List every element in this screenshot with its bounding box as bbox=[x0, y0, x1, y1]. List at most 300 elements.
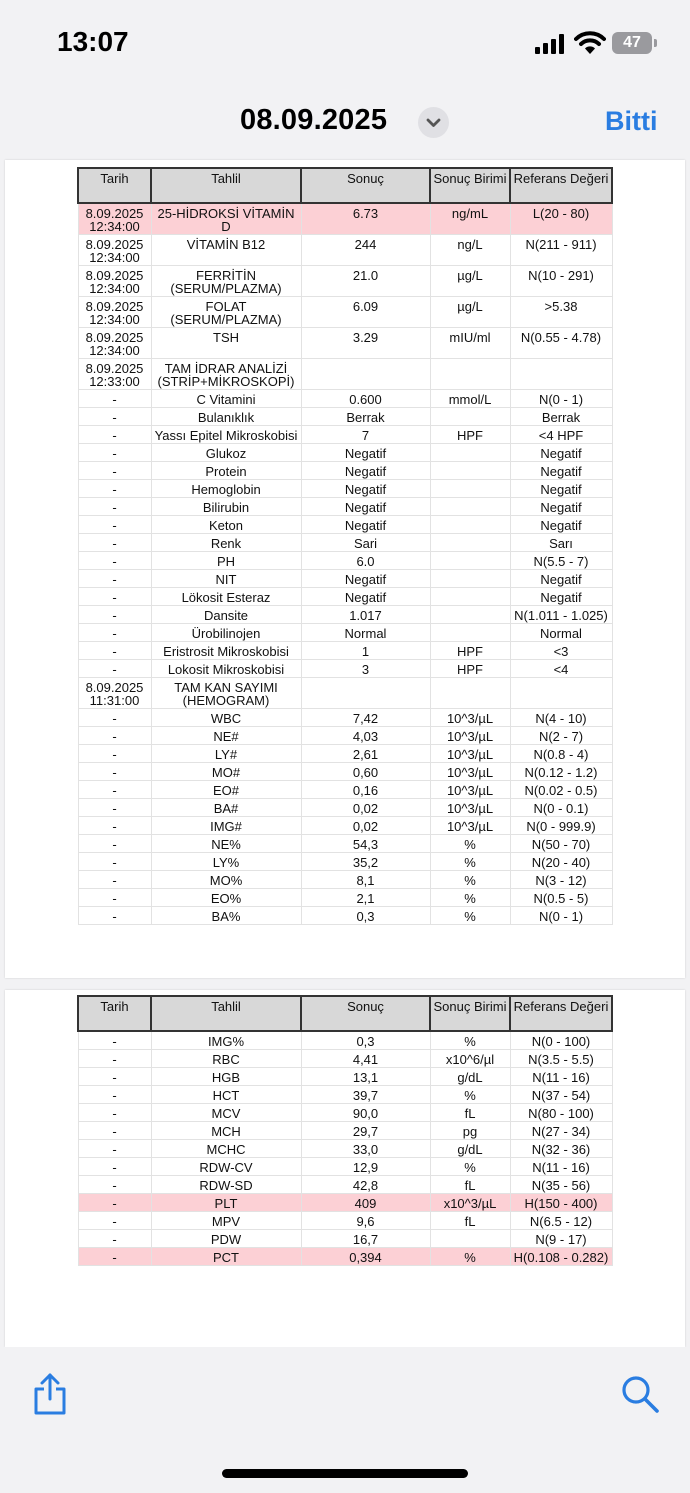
cell-date: - bbox=[78, 835, 151, 853]
cell-result: 35,2 bbox=[301, 853, 430, 871]
cell-result: Sari bbox=[301, 534, 430, 552]
cell-result bbox=[301, 359, 430, 390]
table-row bbox=[78, 835, 612, 853]
cell-date: - bbox=[78, 1248, 151, 1266]
cell-result: 16,7 bbox=[301, 1230, 430, 1248]
cell-date: - bbox=[78, 390, 151, 408]
cell-result: 3 bbox=[301, 660, 430, 678]
table-row bbox=[78, 1104, 612, 1122]
cell-date: - bbox=[78, 871, 151, 889]
cell-test: RDW-SD bbox=[151, 1176, 301, 1194]
table-row bbox=[78, 1050, 612, 1068]
cell-reference: N(11 - 16) bbox=[510, 1068, 612, 1086]
cell-unit: fL bbox=[430, 1104, 510, 1122]
cell-result bbox=[301, 678, 430, 709]
cell-result: Berrak bbox=[301, 408, 430, 426]
cell-result: 1 bbox=[301, 642, 430, 660]
cell-test: RBC bbox=[151, 1050, 301, 1068]
cell-test: Hemoglobin bbox=[151, 480, 301, 498]
cell-date: - bbox=[78, 745, 151, 763]
table-row bbox=[78, 1230, 612, 1248]
table-row bbox=[78, 745, 612, 763]
cell-unit: ng/mL bbox=[430, 203, 510, 235]
cell-unit bbox=[430, 359, 510, 390]
cell-reference: <3 bbox=[510, 642, 612, 660]
cell-date: - bbox=[78, 1176, 151, 1194]
cell-date: - bbox=[78, 763, 151, 781]
cell-reference: N(32 - 36) bbox=[510, 1140, 612, 1158]
table-row bbox=[78, 588, 612, 606]
cell-result: 2,1 bbox=[301, 889, 430, 907]
cell-result: 0,394 bbox=[301, 1248, 430, 1266]
cell-result: 42,8 bbox=[301, 1176, 430, 1194]
cell-test: FERRİTİN (SERUM/PLAZMA) bbox=[151, 266, 301, 297]
cell-reference: N(0.5 - 5) bbox=[510, 889, 612, 907]
table-row bbox=[78, 1068, 612, 1086]
cell-date: - bbox=[78, 642, 151, 660]
table-row bbox=[78, 426, 612, 444]
status-time: 13:07 bbox=[57, 26, 129, 57]
cell-result: 409 bbox=[301, 1194, 430, 1212]
cell-result: Negatif bbox=[301, 480, 430, 498]
header-unit: Sonuç Birimi bbox=[430, 996, 510, 1031]
cell-test: Yassı Epitel Mikroskobisi bbox=[151, 426, 301, 444]
cell-date: - bbox=[78, 480, 151, 498]
cell-unit: x10^6/µl bbox=[430, 1050, 510, 1068]
cell-unit: pg bbox=[430, 1122, 510, 1140]
cell-date: - bbox=[78, 1104, 151, 1122]
document-page-1[interactable] bbox=[5, 160, 685, 978]
cell-date: - bbox=[78, 552, 151, 570]
cell-test: Keton bbox=[151, 516, 301, 534]
cell-test: RDW-CV bbox=[151, 1158, 301, 1176]
cell-reference: N(0.55 - 4.78) bbox=[510, 328, 612, 359]
cell-reference: N(0.12 - 1.2) bbox=[510, 763, 612, 781]
cell-reference: N(0 - 1) bbox=[510, 907, 612, 925]
cell-result: 0,02 bbox=[301, 817, 430, 835]
done-button[interactable]: Bitti bbox=[605, 106, 658, 136]
cell-unit: % bbox=[430, 853, 510, 871]
header-test: Tahlil bbox=[151, 996, 301, 1031]
cell-test: Lökosit Esteraz bbox=[151, 588, 301, 606]
table-row bbox=[78, 1248, 612, 1266]
table-row bbox=[78, 1086, 612, 1104]
cell-result: 7 bbox=[301, 426, 430, 444]
cell-reference: Negatif bbox=[510, 570, 612, 588]
table-row bbox=[78, 606, 612, 624]
cell-date: - bbox=[78, 1031, 151, 1050]
cell-date: - bbox=[78, 606, 151, 624]
cell-unit: % bbox=[430, 1248, 510, 1266]
cell-date: - bbox=[78, 853, 151, 871]
cell-date: - bbox=[78, 907, 151, 925]
table-row bbox=[78, 1176, 612, 1194]
cell-test: C Vitamini bbox=[151, 390, 301, 408]
cell-test: Ürobilinojen bbox=[151, 624, 301, 642]
cell-result: Negatif bbox=[301, 498, 430, 516]
cell-result: 29,7 bbox=[301, 1122, 430, 1140]
cell-result: 3.29 bbox=[301, 328, 430, 359]
cell-result: Negatif bbox=[301, 444, 430, 462]
cell-test: Glukoz bbox=[151, 444, 301, 462]
cell-date: - bbox=[78, 534, 151, 552]
table-row bbox=[78, 1212, 612, 1230]
cell-reference: N(0 - 1) bbox=[510, 390, 612, 408]
cell-unit bbox=[430, 552, 510, 570]
cell-result: 6.73 bbox=[301, 203, 430, 235]
wifi-icon bbox=[574, 31, 606, 55]
cell-unit: 10^3/µL bbox=[430, 745, 510, 763]
cell-reference: H(150 - 400) bbox=[510, 1194, 612, 1212]
cell-date: - bbox=[78, 1086, 151, 1104]
cell-test: VİTAMİN B12 bbox=[151, 235, 301, 266]
cell-unit bbox=[430, 516, 510, 534]
cell-unit bbox=[430, 462, 510, 480]
cell-reference: N(80 - 100) bbox=[510, 1104, 612, 1122]
cell-unit: 10^3/µL bbox=[430, 817, 510, 835]
cell-result: 0,02 bbox=[301, 799, 430, 817]
cell-date: - bbox=[78, 1158, 151, 1176]
table-row bbox=[78, 297, 612, 328]
cell-unit bbox=[430, 534, 510, 552]
cell-reference: N(0 - 100) bbox=[510, 1031, 612, 1050]
cell-test: Bulanıklık bbox=[151, 408, 301, 426]
cell-result: 244 bbox=[301, 235, 430, 266]
cell-date: - bbox=[78, 1050, 151, 1068]
table-row bbox=[78, 390, 612, 408]
cell-unit: mIU/ml bbox=[430, 328, 510, 359]
header-test: Tahlil bbox=[151, 168, 301, 203]
cell-test: BA% bbox=[151, 907, 301, 925]
page-title[interactable]: 08.09.2025 bbox=[240, 104, 388, 136]
cell-reference: N(2 - 7) bbox=[510, 727, 612, 745]
cell-test: LY# bbox=[151, 745, 301, 763]
header-date: Tarih bbox=[78, 168, 151, 203]
cell-reference: <4 HPF bbox=[510, 426, 612, 444]
cell-reference: N(0.02 - 0.5) bbox=[510, 781, 612, 799]
cell-test: MCV bbox=[151, 1104, 301, 1122]
cell-date: - bbox=[78, 1140, 151, 1158]
cell-date: - bbox=[78, 1212, 151, 1230]
table-row bbox=[78, 871, 612, 889]
cell-date: - bbox=[78, 444, 151, 462]
cell-unit: HPF bbox=[430, 642, 510, 660]
table-row bbox=[78, 853, 612, 871]
cell-date: 8.09.2025 12:34:00 bbox=[78, 203, 151, 235]
cell-unit: % bbox=[430, 835, 510, 853]
cell-reference: >5.38 bbox=[510, 297, 612, 328]
table-row bbox=[78, 660, 612, 678]
cell-test: TSH bbox=[151, 328, 301, 359]
cell-result: 2,61 bbox=[301, 745, 430, 763]
cell-date: - bbox=[78, 426, 151, 444]
header-reference: Referans Değeri bbox=[510, 168, 612, 203]
cell-reference bbox=[510, 359, 612, 390]
chevron-down-icon bbox=[418, 107, 449, 138]
cell-unit bbox=[430, 678, 510, 709]
cell-reference: N(5.5 - 7) bbox=[510, 552, 612, 570]
cell-reference: N(0 - 999.9) bbox=[510, 817, 612, 835]
cell-unit: % bbox=[430, 1158, 510, 1176]
cell-unit: 10^3/µL bbox=[430, 709, 510, 727]
cell-test: PDW bbox=[151, 1230, 301, 1248]
cell-unit: 10^3/µL bbox=[430, 781, 510, 799]
cell-result: 6.09 bbox=[301, 297, 430, 328]
title-menu-button[interactable] bbox=[418, 107, 449, 138]
cell-unit: x10^3/µL bbox=[430, 1194, 510, 1212]
cell-date: - bbox=[78, 799, 151, 817]
cell-reference: N(10 - 291) bbox=[510, 266, 612, 297]
table-row bbox=[78, 1031, 612, 1050]
cell-test: Lokosit Mikroskobisi bbox=[151, 660, 301, 678]
cell-unit: ng/L bbox=[430, 235, 510, 266]
cell-result: 0,3 bbox=[301, 907, 430, 925]
cell-test: Renk bbox=[151, 534, 301, 552]
table-row bbox=[78, 1140, 612, 1158]
table-row bbox=[78, 1158, 612, 1176]
cell-reference: N(35 - 56) bbox=[510, 1176, 612, 1194]
cell-reference: Negatif bbox=[510, 516, 612, 534]
table-row bbox=[78, 498, 612, 516]
table-header-row bbox=[78, 168, 612, 203]
table-row bbox=[78, 516, 612, 534]
cell-unit: % bbox=[430, 889, 510, 907]
cell-result: 4,03 bbox=[301, 727, 430, 745]
cell-date: - bbox=[78, 889, 151, 907]
cell-result: 54,3 bbox=[301, 835, 430, 853]
cell-test: Eristrosit Mikroskobisi bbox=[151, 642, 301, 660]
cell-date: - bbox=[78, 781, 151, 799]
share-icon[interactable] bbox=[32, 1372, 68, 1416]
cell-reference: N(9 - 17) bbox=[510, 1230, 612, 1248]
cell-unit bbox=[430, 570, 510, 588]
cell-reference: N(37 - 54) bbox=[510, 1086, 612, 1104]
cell-date: - bbox=[78, 624, 151, 642]
cell-test: MO% bbox=[151, 871, 301, 889]
table-row bbox=[78, 534, 612, 552]
cell-unit bbox=[430, 480, 510, 498]
cell-unit: mmol/L bbox=[430, 390, 510, 408]
cell-result: 9,6 bbox=[301, 1212, 430, 1230]
cell-reference bbox=[510, 678, 612, 709]
cell-result: 39,7 bbox=[301, 1086, 430, 1104]
table-row bbox=[78, 709, 612, 727]
lab-results-table-1 bbox=[77, 167, 613, 925]
cell-result: 6.0 bbox=[301, 552, 430, 570]
cell-test: IMG# bbox=[151, 817, 301, 835]
cell-unit: % bbox=[430, 907, 510, 925]
table-row bbox=[78, 817, 612, 835]
cell-result: 21.0 bbox=[301, 266, 430, 297]
cell-result: Normal bbox=[301, 624, 430, 642]
table-row bbox=[78, 907, 612, 925]
cell-date: - bbox=[78, 709, 151, 727]
cell-reference: <4 bbox=[510, 660, 612, 678]
cell-test: BA# bbox=[151, 799, 301, 817]
status-bar bbox=[0, 0, 690, 90]
cell-result: 8,1 bbox=[301, 871, 430, 889]
cell-result: 33,0 bbox=[301, 1140, 430, 1158]
cell-date: - bbox=[78, 462, 151, 480]
cell-reference: N(20 - 40) bbox=[510, 853, 612, 871]
cell-reference: N(4 - 10) bbox=[510, 709, 612, 727]
cell-test: NIT bbox=[151, 570, 301, 588]
table-row bbox=[78, 678, 612, 709]
cell-reference: Berrak bbox=[510, 408, 612, 426]
cell-date: 8.09.2025 11:31:00 bbox=[78, 678, 151, 709]
cell-date: 8.09.2025 12:34:00 bbox=[78, 328, 151, 359]
cell-test: EO# bbox=[151, 781, 301, 799]
cell-result: 90,0 bbox=[301, 1104, 430, 1122]
cell-unit: µg/L bbox=[430, 297, 510, 328]
cell-test: NE% bbox=[151, 835, 301, 853]
cell-unit bbox=[430, 498, 510, 516]
cell-unit: 10^3/µL bbox=[430, 763, 510, 781]
cell-reference: N(0.8 - 4) bbox=[510, 745, 612, 763]
cell-reference: N(50 - 70) bbox=[510, 835, 612, 853]
cell-reference: Normal bbox=[510, 624, 612, 642]
cell-test: WBC bbox=[151, 709, 301, 727]
cell-test: TAM KAN SAYIMI (HEMOGRAM) bbox=[151, 678, 301, 709]
cell-unit bbox=[430, 408, 510, 426]
cell-date: 8.09.2025 12:34:00 bbox=[78, 235, 151, 266]
table-row bbox=[78, 727, 612, 745]
cell-unit: HPF bbox=[430, 426, 510, 444]
table-row bbox=[78, 235, 612, 266]
cell-test: TAM İDRAR ANALİZİ (STRİP+MİKROSKOPİ) bbox=[151, 359, 301, 390]
table-row bbox=[78, 1122, 612, 1140]
cell-date: - bbox=[78, 727, 151, 745]
cell-date: - bbox=[78, 1122, 151, 1140]
cell-date: - bbox=[78, 660, 151, 678]
cell-date: 8.09.2025 12:34:00 bbox=[78, 266, 151, 297]
cell-test: MCHC bbox=[151, 1140, 301, 1158]
table-row bbox=[78, 359, 612, 390]
header-result: Sonuç bbox=[301, 996, 430, 1031]
cell-date: - bbox=[78, 588, 151, 606]
home-indicator bbox=[222, 1469, 468, 1478]
cell-test: Dansite bbox=[151, 606, 301, 624]
table-row bbox=[78, 462, 612, 480]
cell-unit bbox=[430, 606, 510, 624]
header-reference: Referans Değeri bbox=[510, 996, 612, 1031]
table-row bbox=[78, 1194, 612, 1212]
cell-unit: HPF bbox=[430, 660, 510, 678]
cell-date: - bbox=[78, 516, 151, 534]
table-row bbox=[78, 552, 612, 570]
search-icon[interactable] bbox=[620, 1374, 660, 1414]
cell-date: - bbox=[78, 817, 151, 835]
cell-result: Negatif bbox=[301, 516, 430, 534]
cell-date: - bbox=[78, 1194, 151, 1212]
cell-test: LY% bbox=[151, 853, 301, 871]
battery-icon bbox=[612, 32, 656, 54]
cell-test: PH bbox=[151, 552, 301, 570]
header-result: Sonuç bbox=[301, 168, 430, 203]
cell-result: 0,60 bbox=[301, 763, 430, 781]
cell-test: MO# bbox=[151, 763, 301, 781]
cell-date: 8.09.2025 12:33:00 bbox=[78, 359, 151, 390]
cell-reference: N(6.5 - 12) bbox=[510, 1212, 612, 1230]
cell-reference: L(20 - 80) bbox=[510, 203, 612, 235]
document-page-2[interactable] bbox=[5, 990, 685, 1347]
header-date: Tarih bbox=[78, 996, 151, 1031]
cell-date: - bbox=[78, 1068, 151, 1086]
cell-unit: g/dL bbox=[430, 1068, 510, 1086]
cell-date: 8.09.2025 12:34:00 bbox=[78, 297, 151, 328]
cell-test: 25-HİDROKSİ VİTAMİN D bbox=[151, 203, 301, 235]
cell-date: - bbox=[78, 570, 151, 588]
cell-test: Protein bbox=[151, 462, 301, 480]
cell-result: 7,42 bbox=[301, 709, 430, 727]
cell-reference: N(211 - 911) bbox=[510, 235, 612, 266]
cell-reference: N(1.011 - 1.025) bbox=[510, 606, 612, 624]
table-row bbox=[78, 328, 612, 359]
cell-test: MCH bbox=[151, 1122, 301, 1140]
cell-reference: N(27 - 34) bbox=[510, 1122, 612, 1140]
table-header-row bbox=[78, 996, 612, 1031]
cell-unit: µg/L bbox=[430, 266, 510, 297]
cell-unit: 10^3/µL bbox=[430, 727, 510, 745]
cell-unit: % bbox=[430, 1031, 510, 1050]
table-row bbox=[78, 480, 612, 498]
cell-result: Negatif bbox=[301, 462, 430, 480]
cell-reference: Sarı bbox=[510, 534, 612, 552]
cell-result: 0,16 bbox=[301, 781, 430, 799]
table-row bbox=[78, 624, 612, 642]
cell-reference: Negatif bbox=[510, 444, 612, 462]
cell-test: HGB bbox=[151, 1068, 301, 1086]
cell-result: Negatif bbox=[301, 588, 430, 606]
cell-unit bbox=[430, 588, 510, 606]
table-row bbox=[78, 763, 612, 781]
cell-reference: N(0 - 0.1) bbox=[510, 799, 612, 817]
cell-reference: Negatif bbox=[510, 462, 612, 480]
battery-level: 47 bbox=[612, 32, 652, 54]
table-row bbox=[78, 799, 612, 817]
cell-unit: % bbox=[430, 1086, 510, 1104]
cell-test: Bilirubin bbox=[151, 498, 301, 516]
table-row bbox=[78, 889, 612, 907]
cell-result: 1.017 bbox=[301, 606, 430, 624]
cell-reference: N(3.5 - 5.5) bbox=[510, 1050, 612, 1068]
cell-result: 0.600 bbox=[301, 390, 430, 408]
cell-test: PCT bbox=[151, 1248, 301, 1266]
cell-reference: N(3 - 12) bbox=[510, 871, 612, 889]
table-row bbox=[78, 444, 612, 462]
lab-results-table-2 bbox=[77, 995, 613, 1266]
cell-unit: fL bbox=[430, 1212, 510, 1230]
cell-result: 13,1 bbox=[301, 1068, 430, 1086]
cell-test: HCT bbox=[151, 1086, 301, 1104]
cell-test: FOLAT (SERUM/PLAZMA) bbox=[151, 297, 301, 328]
cell-test: IMG% bbox=[151, 1031, 301, 1050]
cell-reference: Negatif bbox=[510, 480, 612, 498]
cell-unit: fL bbox=[430, 1176, 510, 1194]
cell-test: NE# bbox=[151, 727, 301, 745]
cell-result: Negatif bbox=[301, 570, 430, 588]
header-unit: Sonuç Birimi bbox=[430, 168, 510, 203]
cell-unit: g/dL bbox=[430, 1140, 510, 1158]
table-row bbox=[78, 203, 612, 235]
table-row bbox=[78, 266, 612, 297]
cell-test: PLT bbox=[151, 1194, 301, 1212]
cell-test: EO% bbox=[151, 889, 301, 907]
cell-date: - bbox=[78, 408, 151, 426]
cell-reference: Negatif bbox=[510, 498, 612, 516]
cell-unit: 10^3/µL bbox=[430, 799, 510, 817]
cell-result: 12,9 bbox=[301, 1158, 430, 1176]
